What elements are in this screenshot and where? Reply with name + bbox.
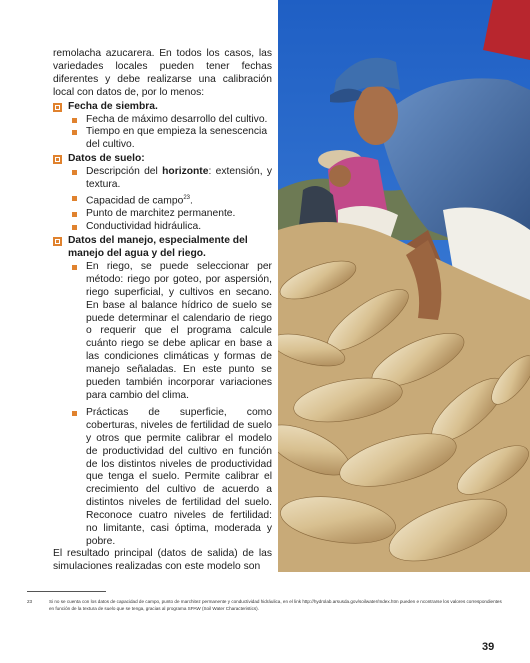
list-item: Conductividad hidráulica. [86, 221, 272, 234]
square-bullet-icon [72, 411, 77, 416]
square-bullet-icon [72, 225, 77, 230]
footnote [27, 599, 507, 612]
square-bullet-icon [72, 212, 77, 217]
closing-paragraph: El resultado principal (datos de salida) de las simulaciones realizadas con este modelo son [53, 548, 272, 572]
corn-harvest-image [278, 0, 530, 572]
photo-corn-harvest [278, 0, 530, 572]
list-item: Capacidad de campo$^{23}$. [86, 192, 272, 208]
section-management-data [53, 235, 272, 549]
section-bullet-icon [53, 103, 62, 112]
footnote-text: Si no se cuenta con los datos de capacidad de campo, punto de marchitez permanente y conductividad hidráulica, en el link http://hydrolab.arsusda.gov/soilwater/Index.htm pueden e ncontrarse los valores correspondientes en función de la textura de suelo que se tenga, gracias al programa SPAW (Soil Water Characteristics). [49, 599, 502, 611]
list-item: En riego, se puede seleccionar per método: riego por goteo, por aspersión, riego superficial, y cultivos en secano. En base al balance hídrico de suelo se puede determinar el calendario de riego o requerir que el programa calcule cuánto riego se debe aplicar en base a las condiciones climáticas y formas de manejo señaladas. En este punto se pueden también incorporar variaciones para cambio del clima. [86, 261, 272, 403]
list-item: Prácticas de superficie, como coberturas, niveles de fertilidad de suelo y otros que permite calibrar el modelo de productividad del cultivo en función de los distintos niveles de productividad que tenga el suelo. Permite calibrar el crecimiento del cultivo de acuerdo a distintos niveles de fertilidad del suelo. Reconoce cuatro niveles de fertilidad: no limitante, casi óptima, moderada y pobre. [86, 407, 272, 549]
section-sowing-date [53, 101, 272, 153]
square-bullet-icon [72, 170, 77, 175]
section-items [68, 166, 272, 234]
section-items [68, 114, 272, 153]
square-bullet-icon [72, 196, 77, 201]
square-bullet-icon [72, 265, 77, 270]
square-bullet-icon [72, 118, 77, 123]
list-item: Descripción del horizonte: extensión, y textura. [86, 166, 272, 192]
body-text-column [53, 48, 272, 549]
footnote-ref[interactable]: 23 [183, 194, 191, 201]
section-title: Fecha de siembra. [68, 100, 158, 112]
section-bullet-icon [53, 237, 62, 246]
list-item: Tiempo en que empieza la senescencia del cultivo. [86, 126, 272, 152]
footnote-divider [27, 591, 106, 592]
intro-paragraph: remolacha azucarera. En todos los casos, las variedades locales pueden tener fechas diferentes y debe realizarse una calibración local con datos de, por lo menos: [53, 48, 272, 98]
square-bullet-icon [72, 130, 77, 135]
list-item: Punto de marchitez permanente. [86, 208, 272, 221]
page-number: 39 [482, 641, 495, 653]
footnote-number: 23 [27, 599, 33, 604]
section-bullet-icon [53, 155, 62, 164]
list-item: Fecha de máximo desarrollo del cultivo. [86, 114, 272, 127]
section-title: Datos de suelo: [68, 153, 145, 165]
section-title: Datos del manejo, especialmente del manejo del agua y del riego. [68, 235, 248, 260]
section-items [68, 261, 272, 549]
section-soil-data [53, 153, 272, 234]
